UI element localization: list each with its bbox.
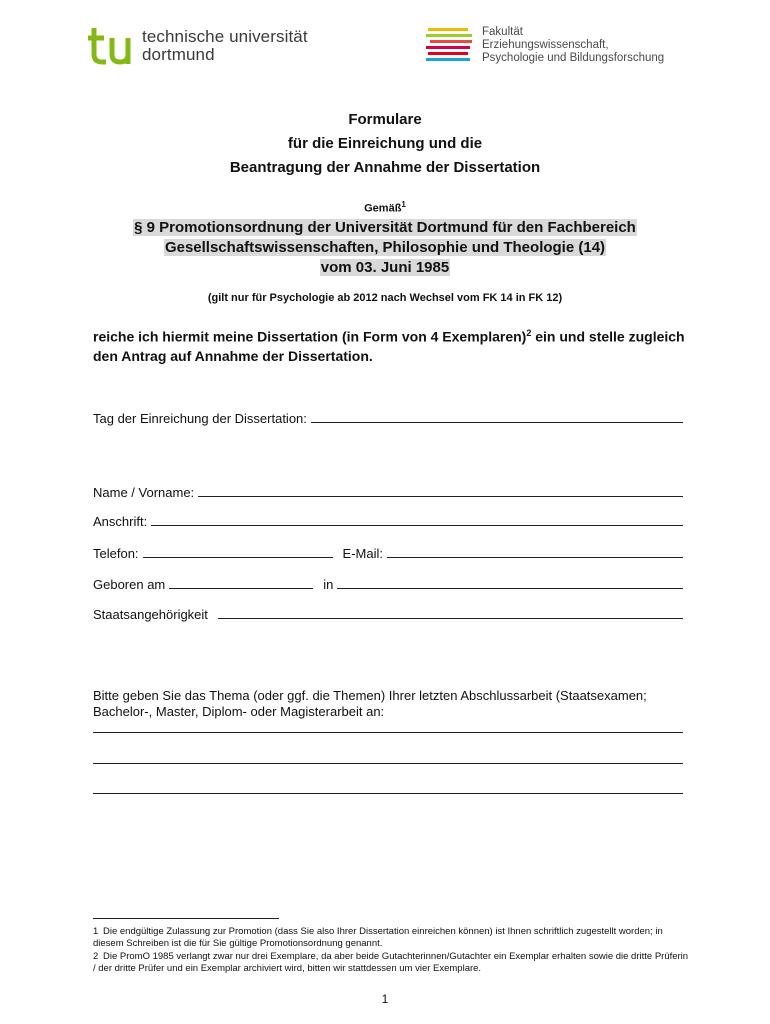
address-input-line[interactable]: [151, 513, 683, 526]
faculty-name: [482, 26, 664, 65]
phone-label: Telefon:: [93, 546, 139, 561]
faculty-line1: Fakultät: [482, 26, 523, 38]
name-label: Name / Vorname:: [93, 485, 195, 500]
submission-date-label: Tag der Einreichung der Dissertation:: [93, 411, 307, 426]
address-label: Anschrift:: [93, 514, 148, 529]
footnote-divider: [93, 918, 279, 919]
page-number: 1: [381, 992, 389, 1006]
intro-statement: [93, 324, 693, 366]
thesis-topic-prompt: Bitte geben Sie das Thema (oder ggf. die Themen) Ihrer letzten Abschlussarbeit (Staatsexamen; Bachelor-, Master, Diplom- oder Magisterarbeit an:: [93, 688, 647, 719]
nationality-label: Staatsangehörigkeit: [93, 607, 208, 622]
field-birth: [93, 574, 683, 592]
faculty-stripes-logo-icon: [426, 26, 474, 66]
regulation-line3: vom 03. Juni 1985: [320, 259, 450, 276]
tu-dortmund-logo-icon: [88, 26, 138, 66]
birthdate-input-line[interactable]: [169, 576, 313, 589]
name-input-line[interactable]: [198, 484, 683, 497]
footnote-2-number: 2: [93, 951, 99, 962]
university-name-line1: technische universität: [142, 27, 308, 46]
footnote-2: [93, 951, 693, 975]
footnote-ref-1: 1: [401, 200, 406, 209]
field-phone-email: [93, 543, 683, 561]
birthdate-label: Geboren am: [93, 577, 166, 592]
thesis-topic-line-2[interactable]: [93, 763, 683, 764]
regulation-block: [0, 218, 770, 278]
email-label: E-Mail:: [342, 546, 383, 561]
field-name: [93, 482, 683, 500]
submission-date-input-line[interactable]: [311, 410, 683, 423]
footnote-2-text: Die PromO 1985 verlangt zwar nur drei Exemplare, da aber beide Gutachterinnen/Gutachter ein Exemplar erhalten sowie die dritte Prüferin / der dritte Prüfer und ein Exemplar archiviert wird, bitten wir stattdessen um vier Exemplare.: [93, 951, 689, 974]
email-input-line[interactable]: [387, 545, 683, 558]
footnote-1: [93, 926, 693, 950]
birthplace-input-line[interactable]: [337, 576, 683, 589]
title-line1: Formulare: [348, 111, 422, 128]
university-name-line2: dortmund: [142, 45, 215, 64]
validity-note: (gilt nur für Psychologie ab 2012 nach Wechsel vom FK 14 in FK 12): [207, 292, 563, 304]
title-line3: Beantragung der Annahme der Dissertation: [229, 159, 541, 176]
phone-input-line[interactable]: [143, 545, 333, 558]
faculty-line3: Psychologie und Bildungsforschung: [482, 52, 665, 64]
field-submission-date: [93, 408, 683, 426]
gemass-label: [0, 200, 770, 215]
gemass-text: Gemäß: [364, 202, 402, 215]
footnote-1-number: 1: [93, 926, 99, 937]
footnote-ref-2: 2: [526, 328, 532, 338]
regulation-line1: § 9 Promotionsordnung der Universität Dortmund für den Fachbereich: [134, 219, 636, 236]
birthplace-label: in: [323, 577, 334, 592]
field-address: [93, 511, 683, 529]
university-name: [142, 28, 308, 64]
title-line2: für die Einreichung und die: [287, 135, 483, 152]
intro-part1: reiche ich hiermit meine Dissertation (in Form von 4 Exemplaren): [93, 328, 527, 345]
thesis-topic-line-1[interactable]: [93, 732, 683, 733]
footnote-1-text: Die endgültige Zulassung zur Promotion (dass Sie also Ihrer Dissertation einreichen können) ist Ihnen schriftlich zugestellt worden; in diesem Schreiben ist die für Sie gültige Promotionsordnung genannt.: [93, 926, 663, 949]
intro-part2: ein und stelle zugleich den Antrag auf Annahme der Dissertation.: [93, 328, 685, 364]
nationality-input-line[interactable]: [218, 606, 683, 619]
faculty-line2: Erziehungswissenschaft,: [482, 39, 609, 51]
thesis-topic-line-3[interactable]: [93, 793, 683, 794]
field-nationality: [93, 604, 683, 622]
regulation-line2: Gesellschaftswissenschaften, Philosophie und Theologie (14): [164, 239, 606, 256]
